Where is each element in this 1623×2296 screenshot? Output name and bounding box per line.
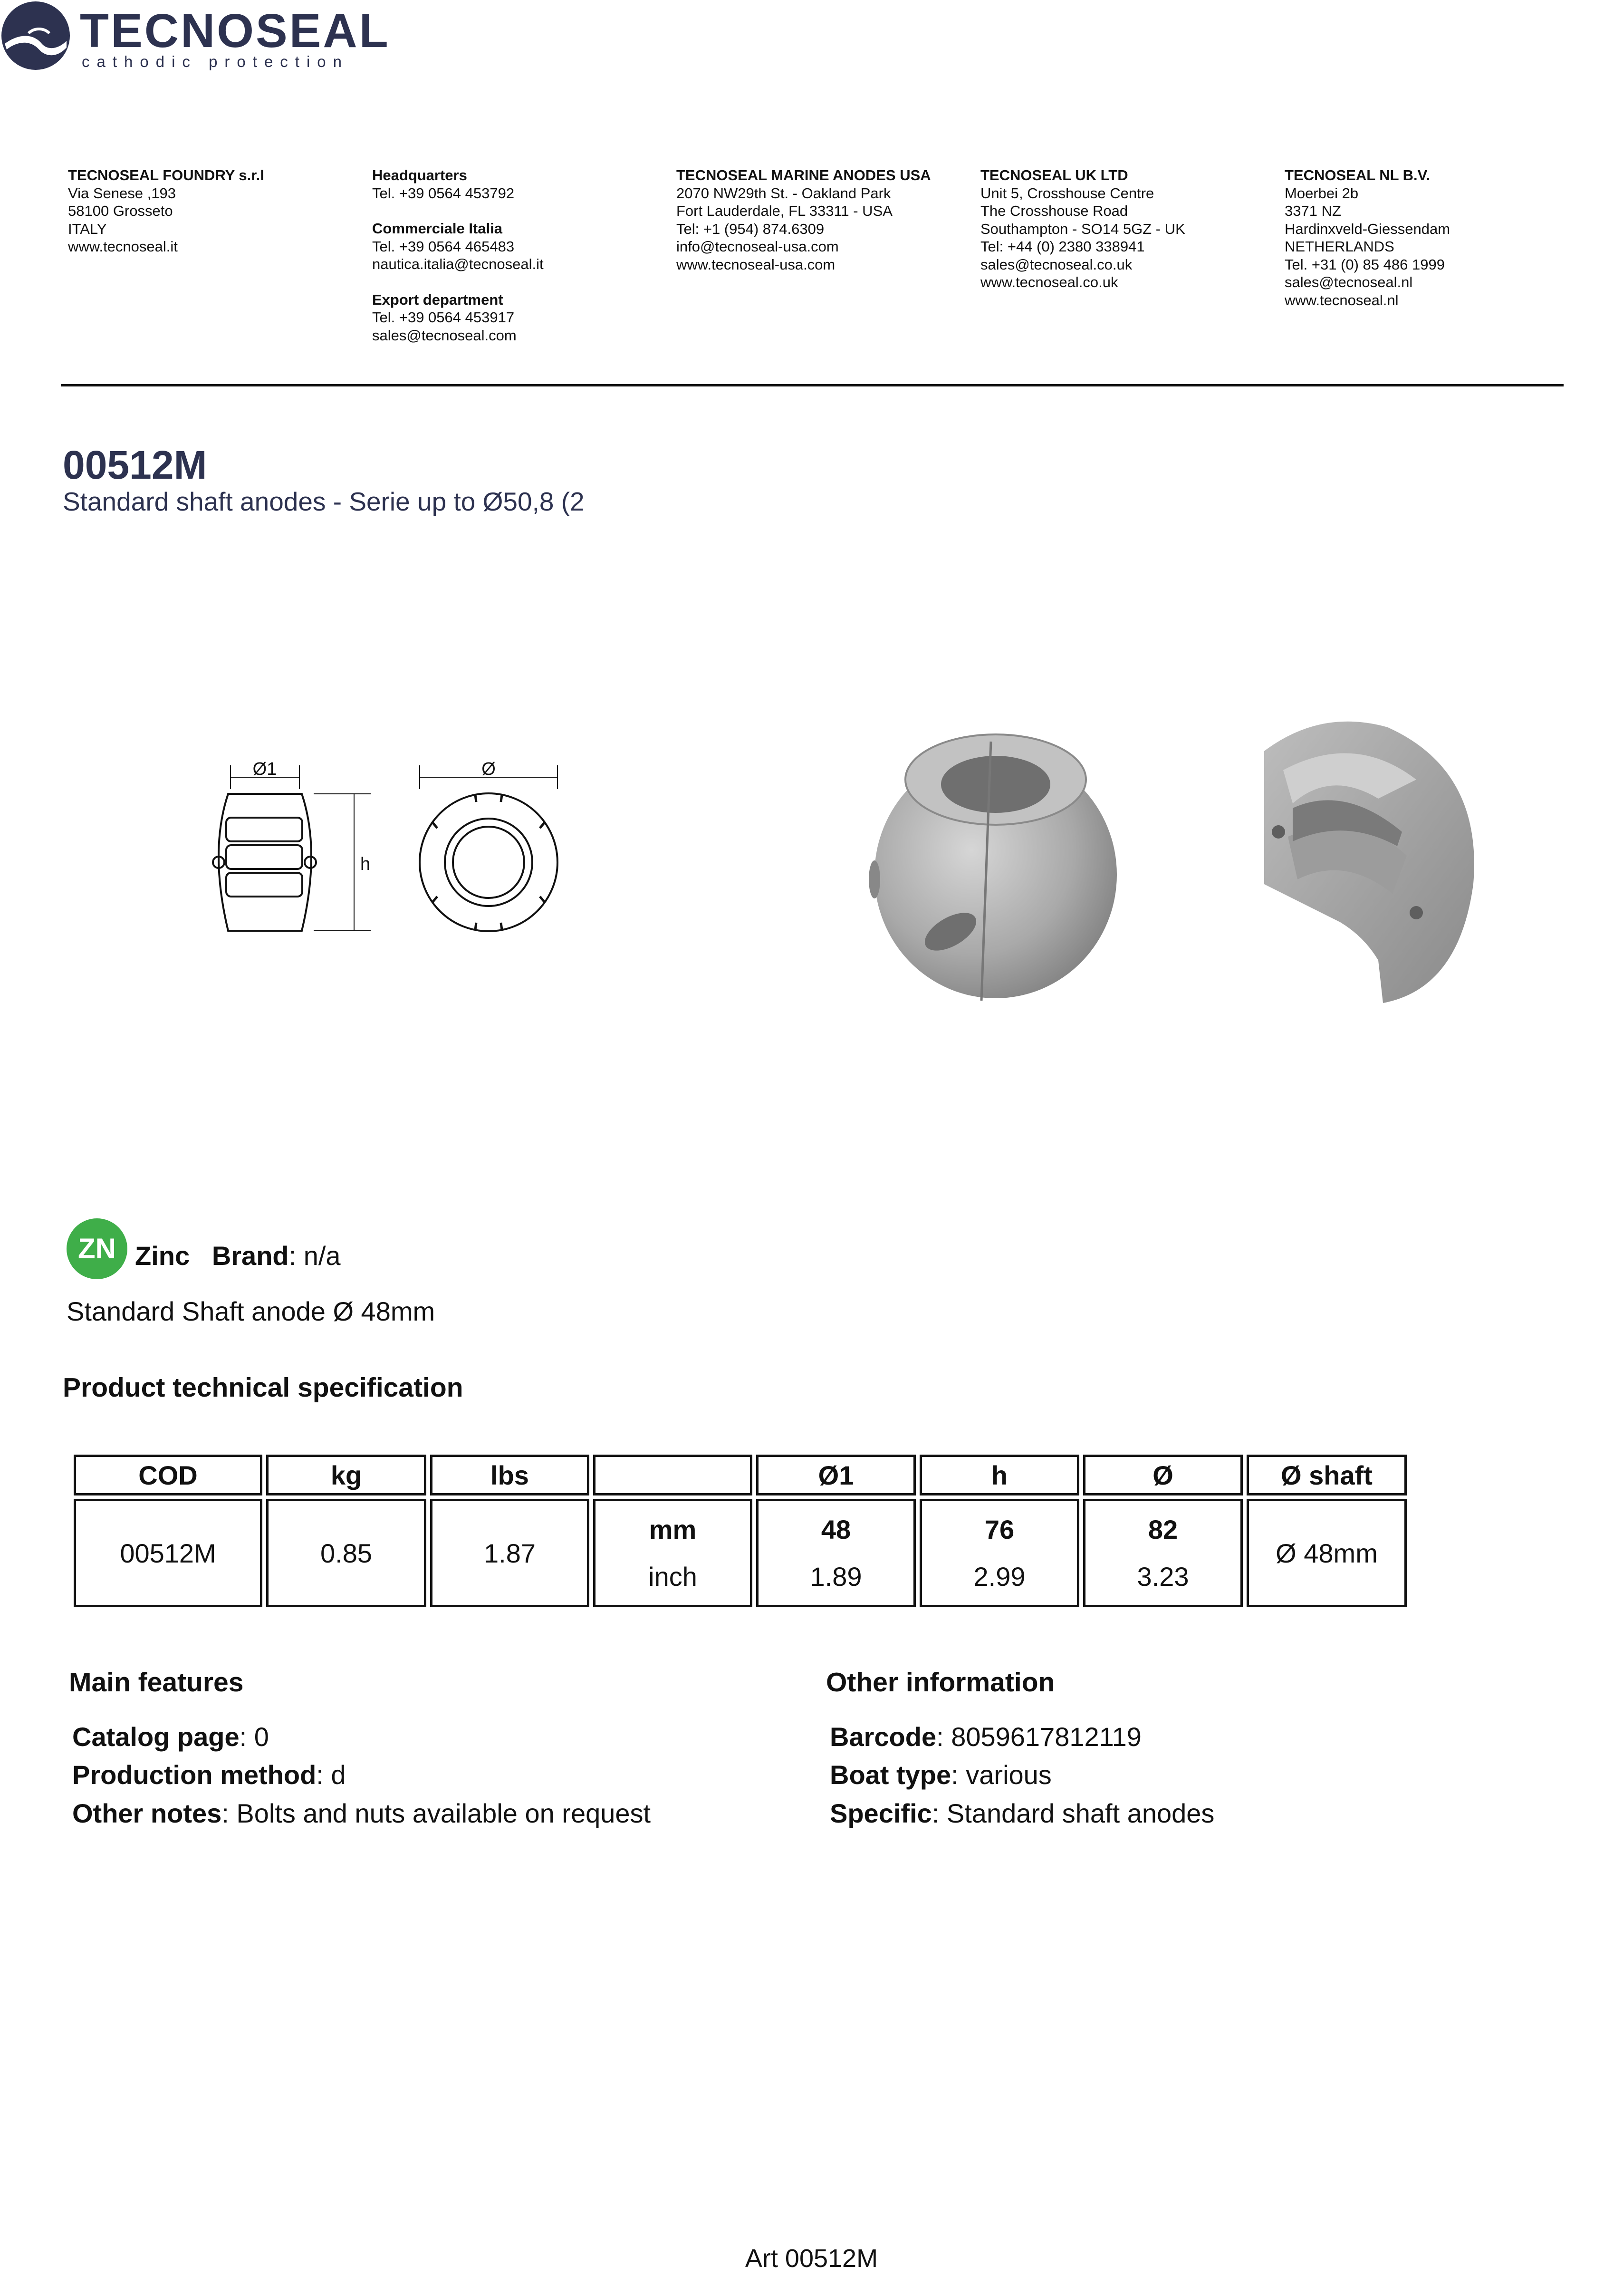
office-line: Hardinxveld-Giessendam (1285, 220, 1450, 237)
office-line: Fort Lauderdale, FL 33311 - USA (676, 203, 893, 219)
d1-mm: 48 (821, 1515, 851, 1544)
feature-value: : Bolts and nuts available on request (221, 1798, 651, 1828)
h-mm: 76 (984, 1515, 1015, 1544)
feature-value: : 0 (239, 1722, 269, 1752)
feature-value: : d (316, 1760, 346, 1790)
feature-label: Other notes (72, 1798, 222, 1828)
office-line: 58100 Grosseto (68, 203, 173, 219)
office-line: The Crosshouse Road (980, 203, 1128, 219)
unit-mm: mm (649, 1515, 697, 1544)
d-mm: 82 (1148, 1515, 1178, 1544)
header-divider (61, 384, 1564, 386)
feature-catalog-page (72, 1721, 269, 1753)
material-line (135, 1240, 341, 1272)
info-specific (830, 1797, 1214, 1830)
header-lbs: lbs (430, 1455, 589, 1495)
anode-photo-front (865, 723, 1126, 1003)
anode-photo-half (1236, 713, 1492, 1008)
office-line[interactable]: nautica.italia@tecnoseal.it (372, 256, 544, 272)
office-line[interactable]: sales@tecnoseal.co.uk (980, 256, 1133, 273)
office-line: Unit 5, Crosshouse Centre (980, 184, 1154, 202)
office-line: Tel. +31 (0) 85 486 1999 (1285, 256, 1445, 273)
feature-production-method (72, 1759, 346, 1791)
info-value: : various (951, 1760, 1052, 1790)
office-line: Via Senese ,193 (68, 184, 176, 202)
cell-h (920, 1499, 1079, 1607)
company-logo (0, 0, 390, 71)
wave-logo-icon (0, 0, 71, 71)
office-line: 3371 NZ (1285, 203, 1341, 219)
side-view-drawing (213, 765, 371, 931)
logo-wordmark: TECNOSEAL (80, 4, 390, 58)
office-line[interactable]: www.tecnoseal.co.uk (980, 274, 1118, 290)
cell-kg: 0.85 (266, 1499, 426, 1607)
info-boat-type (830, 1759, 1052, 1791)
office-line: Moerbei 2b (1285, 184, 1359, 202)
feature-label: Catalog page (72, 1722, 240, 1752)
product-subtitle: Standard shaft anodes - Serie up to Ø50,8 (2 (63, 487, 585, 516)
d-dimension-label: Ø (481, 759, 496, 779)
material-name: Zinc (135, 1241, 190, 1271)
h-dimension-label: h (360, 854, 371, 874)
office-line: 2070 NW29th St. - Oakland Park (676, 184, 891, 202)
office-title: TECNOSEAL MARINE ANODES USA (676, 167, 931, 183)
office-line: NETHERLANDS (1285, 238, 1394, 255)
logo-tagline: cathodic protection (82, 53, 349, 70)
info-label: Boat type (830, 1760, 951, 1790)
office-line[interactable]: www.tecnoseal.nl (1285, 291, 1399, 309)
office-line: Tel: +44 (0) 2380 338941 (980, 238, 1145, 255)
cell-shaft: Ø 48mm (1247, 1499, 1407, 1607)
office-line: Tel. +39 0564 453917 (372, 309, 515, 326)
cell-units (593, 1499, 752, 1607)
header-unit (593, 1455, 752, 1495)
office-line: Tel. +39 0564 453792 (372, 184, 515, 202)
header-d1: Ø1 (756, 1455, 916, 1495)
d1-inch: 1.89 (810, 1562, 862, 1592)
office-title: Headquarters (372, 167, 467, 183)
header-kg: kg (266, 1455, 426, 1495)
office-title: TECNOSEAL NL B.V. (1285, 167, 1431, 183)
office-nl (1285, 166, 1579, 309)
header-d: Ø (1083, 1455, 1243, 1495)
header-h: h (920, 1455, 1079, 1495)
brand-value: : n/a (288, 1241, 341, 1271)
info-value: : 8059617812119 (936, 1722, 1142, 1752)
office-foundry (68, 166, 363, 256)
product-code: 00512M (63, 443, 207, 487)
office-subtitle: Export department (372, 291, 503, 308)
cell-d1 (756, 1499, 916, 1607)
technical-drawing (190, 756, 580, 941)
cell-lbs: 1.87 (430, 1499, 589, 1607)
feature-other-notes (72, 1797, 651, 1830)
spec-heading: Product technical specification (63, 1372, 463, 1403)
info-barcode (830, 1721, 1142, 1753)
office-subtitle: Commerciale Italia (372, 220, 502, 237)
office-title: TECNOSEAL FOUNDRY s.r.l (68, 167, 264, 183)
d-inch: 3.23 (1137, 1562, 1189, 1592)
office-line[interactable]: sales@tecnoseal.com (372, 327, 517, 344)
other-information-title: Other information (826, 1667, 1055, 1698)
office-usa (676, 166, 971, 273)
zinc-badge-icon: ZN (67, 1218, 127, 1279)
cell-cod: 00512M (74, 1499, 262, 1607)
office-line[interactable]: www.tecnoseal.it (68, 238, 178, 255)
footer-article-code: Art 00512M (745, 2244, 878, 2273)
info-value: : Standard shaft anodes (932, 1798, 1215, 1828)
office-line: Southampton - SO14 5GZ - UK (980, 220, 1185, 237)
office-line: Tel. +39 0564 465483 (372, 238, 515, 255)
unit-inch: inch (648, 1562, 697, 1592)
office-line: Tel: +1 (954) 874.6309 (676, 220, 825, 237)
office-title: TECNOSEAL UK LTD (980, 167, 1128, 183)
header-cod: COD (74, 1455, 262, 1495)
feature-label: Production method (72, 1760, 317, 1790)
d1-dimension-label: Ø1 (252, 759, 277, 779)
brand-label: Brand (211, 1241, 289, 1271)
main-features-title: Main features (69, 1667, 244, 1698)
front-view-drawing (420, 765, 557, 931)
office-line[interactable]: www.tecnoseal-usa.com (676, 256, 836, 273)
office-uk (980, 166, 1275, 291)
cell-d (1083, 1499, 1243, 1607)
h-inch: 2.99 (973, 1562, 1026, 1592)
office-line[interactable]: sales@tecnoseal.nl (1285, 274, 1413, 290)
info-label: Barcode (830, 1722, 937, 1752)
header-shaft: Ø shaft (1247, 1455, 1407, 1495)
office-line: ITALY (68, 220, 107, 237)
info-label: Specific (830, 1798, 932, 1828)
office-headquarters (372, 166, 667, 344)
product-description: Standard Shaft anode Ø 48mm (67, 1296, 435, 1326)
office-line[interactable]: info@tecnoseal-usa.com (676, 238, 839, 255)
